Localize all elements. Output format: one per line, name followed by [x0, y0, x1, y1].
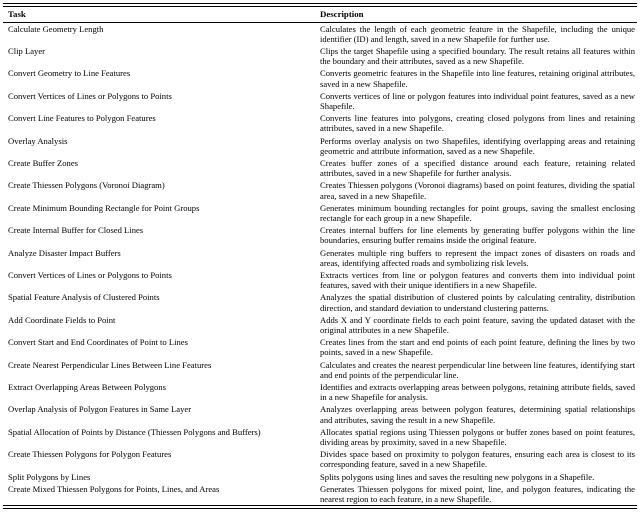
task-cell: Convert Geometry to Line Features [8, 68, 131, 79]
description-cell: Calculates the length of each geometric feature in the Shapefile, including the unique identifier (ID) and length, saved in a new Shapefile for further use. [320, 23, 635, 44]
task-cell: Create Thiessen Polygons (Voronoi Diagram) [8, 180, 165, 191]
task-cell: Split Polygons by Lines [8, 471, 91, 482]
table-row [3, 269, 637, 291]
table-row [3, 112, 637, 134]
task-cell: Extract Overlapping Areas Between Polygons [8, 382, 166, 392]
task-cell: Convert Vertices of Lines or Polygons to Points [8, 269, 172, 280]
description-cell: Analyzes the spatial distribution of clustered points by calculating centrality, distribution direction, and standard deviation to understand clustering patterns. [320, 292, 635, 313]
task-cell: Convert Vertices of Lines or Polygons to Points [8, 90, 172, 101]
table-row [3, 291, 637, 313]
description-cell: Generates Thiessen polygons for mixed point, line, and polygon features, indicating the nearest region to each feature, in a new Shapefile. [320, 483, 635, 505]
task-cell: Convert Start and End Coordinates of Point to Lines [8, 337, 188, 348]
table-row [3, 202, 637, 224]
task-cell: Analyze Disaster Impact Buffers [8, 247, 121, 258]
task-cell: Create Internal Buffer for Closed Lines [8, 225, 144, 236]
description-cell: Calculates and creates the nearest perpendicular line between line features, identifying start and end points of the perpendicular line. [320, 359, 635, 380]
table-row [3, 359, 637, 381]
tasks-table [3, 6, 637, 507]
table-row [3, 22, 637, 45]
table-body [3, 22, 637, 506]
table-row [3, 403, 637, 425]
task-cell: Calculate Geometry Length [8, 23, 104, 34]
task-cell: Spatial Feature Analysis of Clustered Points [8, 292, 160, 303]
table-row [3, 471, 637, 483]
description-cell: Divides space based on proximity to polygon features, ensuring each area is closest to its corresponding feature, saved in a new Shapefile. [320, 449, 635, 470]
description-cell: Splits polygons using lines and saves the resulting new polygons in a Shapefile. [320, 471, 595, 482]
description-cell: Generates multiple ring buffers to represent the impact zones of disasters on roads and areas, identifying affected roads and symbolizing risk levels. [320, 247, 635, 268]
table-row [3, 483, 637, 506]
task-cell: Overlay Analysis [8, 135, 68, 146]
task-cell: Overlap Analysis of Polygon Features in Same Layer [8, 404, 192, 415]
table-row [3, 67, 637, 89]
description-cell: Adds X and Y coordinate fields to each point feature, saving the updated dataset with the original attributes in a new Shapefile. [320, 314, 635, 335]
task-cell: Clip Layer [8, 45, 45, 56]
description-cell: Generates minimum bounding rectangles for point groups, saving the smallest enclosing rectangle for each group in a new Shapefile. [320, 202, 635, 223]
description-cell: Creates lines from the start and end points of each point feature, defining the lines by two points, saved in a new Shapefile. [320, 337, 635, 358]
task-cell: Spatial Allocation of Points by Distance (Thiessen Polygons and Buffers) [8, 426, 261, 437]
description-cell: Converts geometric features in the Shapefile into line features, retaining original attributes, saved in a new Shapefile. [320, 68, 635, 89]
description-cell: Clips the target Shapefile using a specified boundary. The result retains all features within the boundary and their attributes, saved as a new Shapefile. [320, 45, 635, 67]
description-cell: Creates buffer zones of a specified distance around each feature, retaining related attributes, saved in a new Shapefile for further analysis. [320, 157, 635, 179]
table-row [3, 157, 637, 179]
task-cell: Convert Line Features to Polygon Features [8, 113, 156, 124]
table-row [3, 336, 637, 358]
description-column-header: Description [318, 6, 637, 22]
header-row [3, 6, 637, 22]
task-cell: Add Coordinate Fields to Point [8, 314, 116, 325]
table-row [3, 179, 637, 201]
description-cell: Converts line features into polygons, creating closed polygons from lines and retaining attributes, saved in a new Shapefile. [320, 113, 635, 134]
table-row [3, 90, 637, 112]
task-cell: Create Thiessen Polygons for Polygon Features [8, 449, 172, 460]
description-cell: Creates Thiessen polygons (Voronoi diagrams) based on point features, dividing the spatial area, saved in a new Shapefile. [320, 180, 635, 201]
table-row [3, 381, 637, 403]
task-column-header: Task [3, 6, 318, 22]
description-cell: Identifies and extracts overlapping areas between polygons, retaining attribute fields, saved in a new Shapefile for analysis. [320, 382, 635, 403]
table-row [3, 314, 637, 336]
table-header [3, 6, 637, 22]
table-row [3, 135, 637, 157]
task-cell: Create Minimum Bounding Rectangle for Point Groups [8, 202, 200, 213]
description-cell: Extracts vertices from line or polygon features and converts them into individual point features, saved with their unique identifiers in a new Shapefile. [320, 269, 635, 291]
table-row [3, 45, 637, 67]
task-cell: Create Mixed Thiessen Polygons for Points, Lines, and Areas [8, 483, 220, 494]
description-cell: Allocates spatial regions using Thiessen polygons or buffer zones based on point features, dividing areas by proximity, saved in a new Shapefile. [320, 426, 635, 448]
task-cell: Create Nearest Perpendicular Lines Between Line Features [8, 359, 212, 370]
description-cell: Performs overlay analysis on two Shapefiles, identifying overlapping areas and retaining geometric and attribute information, saved as a new Shapefile. [320, 135, 635, 156]
description-cell: Creates internal buffers for line elements by generating buffer polygons within the line boundaries, ensuring buffer remains inside the original feature. [320, 225, 635, 246]
table-row [3, 247, 637, 269]
tasks-table-container [3, 3, 637, 509]
description-cell: Analyzes overlapping areas between polygon features, determining spatial relationships and attributes, saving the result in a new Shapefile. [320, 404, 635, 425]
table-row [3, 448, 637, 470]
description-cell: Converts vertices of line or polygon features into individual point features, saved as a new Shapefile. [320, 90, 635, 111]
task-cell: Create Buffer Zones [8, 157, 78, 168]
table-row [3, 224, 637, 246]
table-row [3, 426, 637, 448]
